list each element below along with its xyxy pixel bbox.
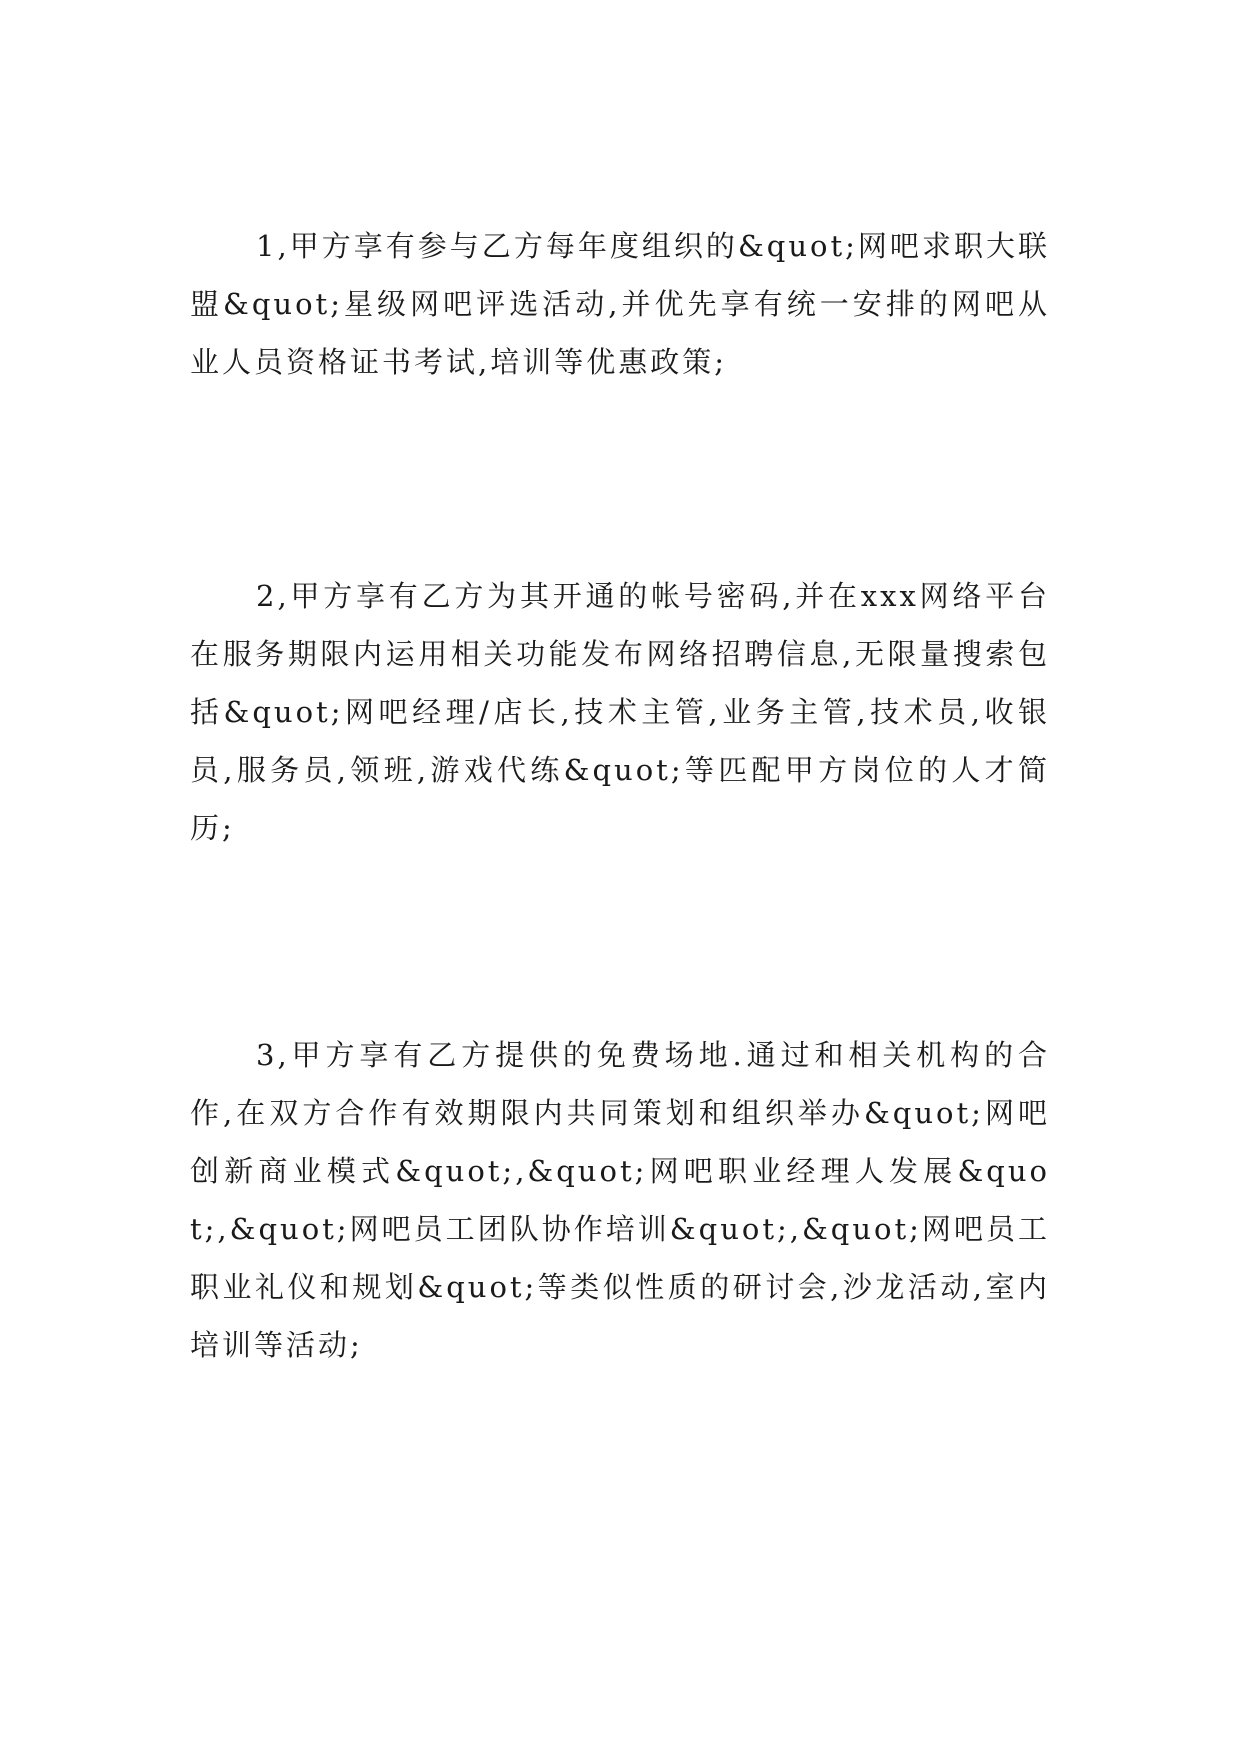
paragraph-1: 1,甲方享有参与乙方每年度组织的&quot;网吧求职大联盟&quot;星级网吧评选活动,并优先享有统一安排的网吧从业人员资格证书考试,培训等优惠政策; [190, 229, 1050, 379]
paragraph-2: 2,甲方享有乙方为其开通的帐号密码,并在xxx网络平台在服务期限内运用相关功能发布网络招聘信息,无限量搜索包括&quot;网吧经理/店长,技术主管,业务主管,技术员,收银员,服务员,领班,游戏代练&quot;等匹配甲方岗位的人才简历; [190, 579, 1050, 845]
paragraph-3: 3,甲方享有乙方提供的免费场地.通过和相关机构的合作,在双方合作有效期限内共同策划和组织举办&quot;网吧创新商业模式&quot;,&quot;网吧职业经理人发展&quot;,&quot;网吧员工团队协作培训&quot;,&quot;网吧员工职业礼仪和规划&quot;等类似性质的研讨会,沙龙活动,室内培训等活动; [190, 1038, 1050, 1362]
